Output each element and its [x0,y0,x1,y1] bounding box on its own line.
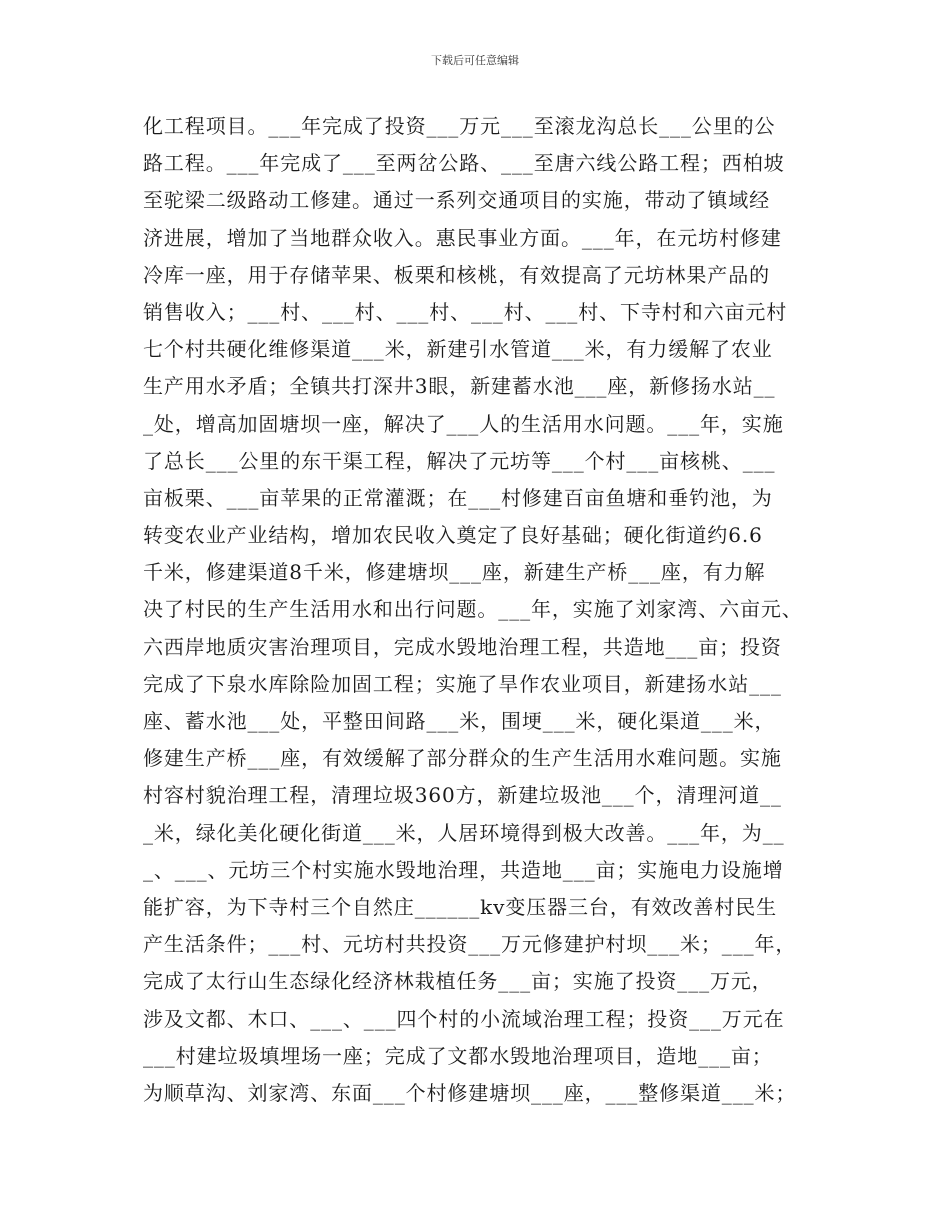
text-line: 六西岸地质灾害治理项目，完成水毁地治理工程，共造地___亩；投资 [143,634,782,659]
text-line: 千米，修建渠道8千米，修建塘坝___座，新建生产桥___座，有力解 [143,560,766,585]
text-line: 为顺草沟、刘家湾、东面___个村修建塘坝___座，___整修渠道___米； [143,1080,797,1105]
text-line: 修建生产桥___座，有效缓解了部分群众的生产生活用水难问题。实施 [143,746,782,771]
text-line: 能扩容，为下寺村三个自然庄______kv变压器三台，有效改善村民生 [143,894,778,919]
page-header: 下载后可任意编辑 [431,54,519,67]
text-line: _米，绿化美化硬化街道___米，人居环境得到极大改善。___年，为__ [143,820,785,845]
text-line: 路工程。___年完成了___至两岔公路、___至唐六线公路工程；西柏坡 [143,151,785,176]
text-line: 至驼梁二级路动工修建。通过一系列交通项目的实施，带动了镇域经 [143,188,770,213]
text-line: _、___、元坊三个村实施水毁地治理，共造地___亩；实施电力设施增 [143,857,784,882]
text-line: 生产用水矛盾；全镇共打深井3眼，新建蓄水池___座，新修扬水站__ [143,374,776,399]
text-line: 化工程项目。___年完成了投资___万元___至滚龙沟总长___公里的公 [143,114,776,138]
text-line: 完成了下泉水库除险加固工程；实施了旱作农业项目，新建扬水站___ [143,671,782,696]
body-paragraph [143,108,823,1112]
text-line: 产生活条件；___村、元坊村共投资___万元修建护村坝___米；___年， [143,932,797,957]
text-line: 济进展，增加了当地群众收入。惠民事业方面。___年，在元坊村修建 [143,225,782,250]
text-line: 亩板栗、___亩苹果的正常灌溉；在___村修建百亩鱼塘和垂钓池，为 [143,485,773,510]
text-line: 决了村民的生产生活用水和出行问题。___年，实施了刘家湾、六亩元、 [143,597,803,622]
text-line: 村容村貌治理工程，清理垃圾360方，新建垃圾池___个，清理河道__ [143,783,782,808]
text-line: _处，增高加固塘坝一座，解决了___人的生活用水问题。___年，实施 [143,411,784,436]
text-line: 销售收入；___村、___村、___村、___村、___村、下寺村和六亩元村 [143,299,788,324]
text-line: ___村建垃圾填埋场一座；完成了文都水毁地治理项目，造地___亩； [143,1043,773,1068]
text-line: 座、蓄水池___处，平整田间路___米，围埂___米，硬化渠道___米， [143,709,776,733]
text-line: 完成了太行山生态绿化经济林栽植任务___亩；实施了投资___万元， [143,969,773,994]
text-line: 七个村共硬化维修渠道___米，新建引水管道___米，有力缓解了农业 [143,337,773,362]
text-line: 冷库一座，用于存储苹果、板栗和核桃，有效提高了元坊林果产品的 [143,262,770,287]
text-line: 涉及文都、木口、___、___四个村的小流域治理工程；投资___万元在 [143,1006,785,1031]
text-line: 转变农业产业结构，增加农民收入奠定了良好基础；硬化街道约6.6 [143,523,763,548]
text-line: 了总长___公里的东干渠工程，解决了元坊等___个村___亩核桃、___ [143,448,776,473]
